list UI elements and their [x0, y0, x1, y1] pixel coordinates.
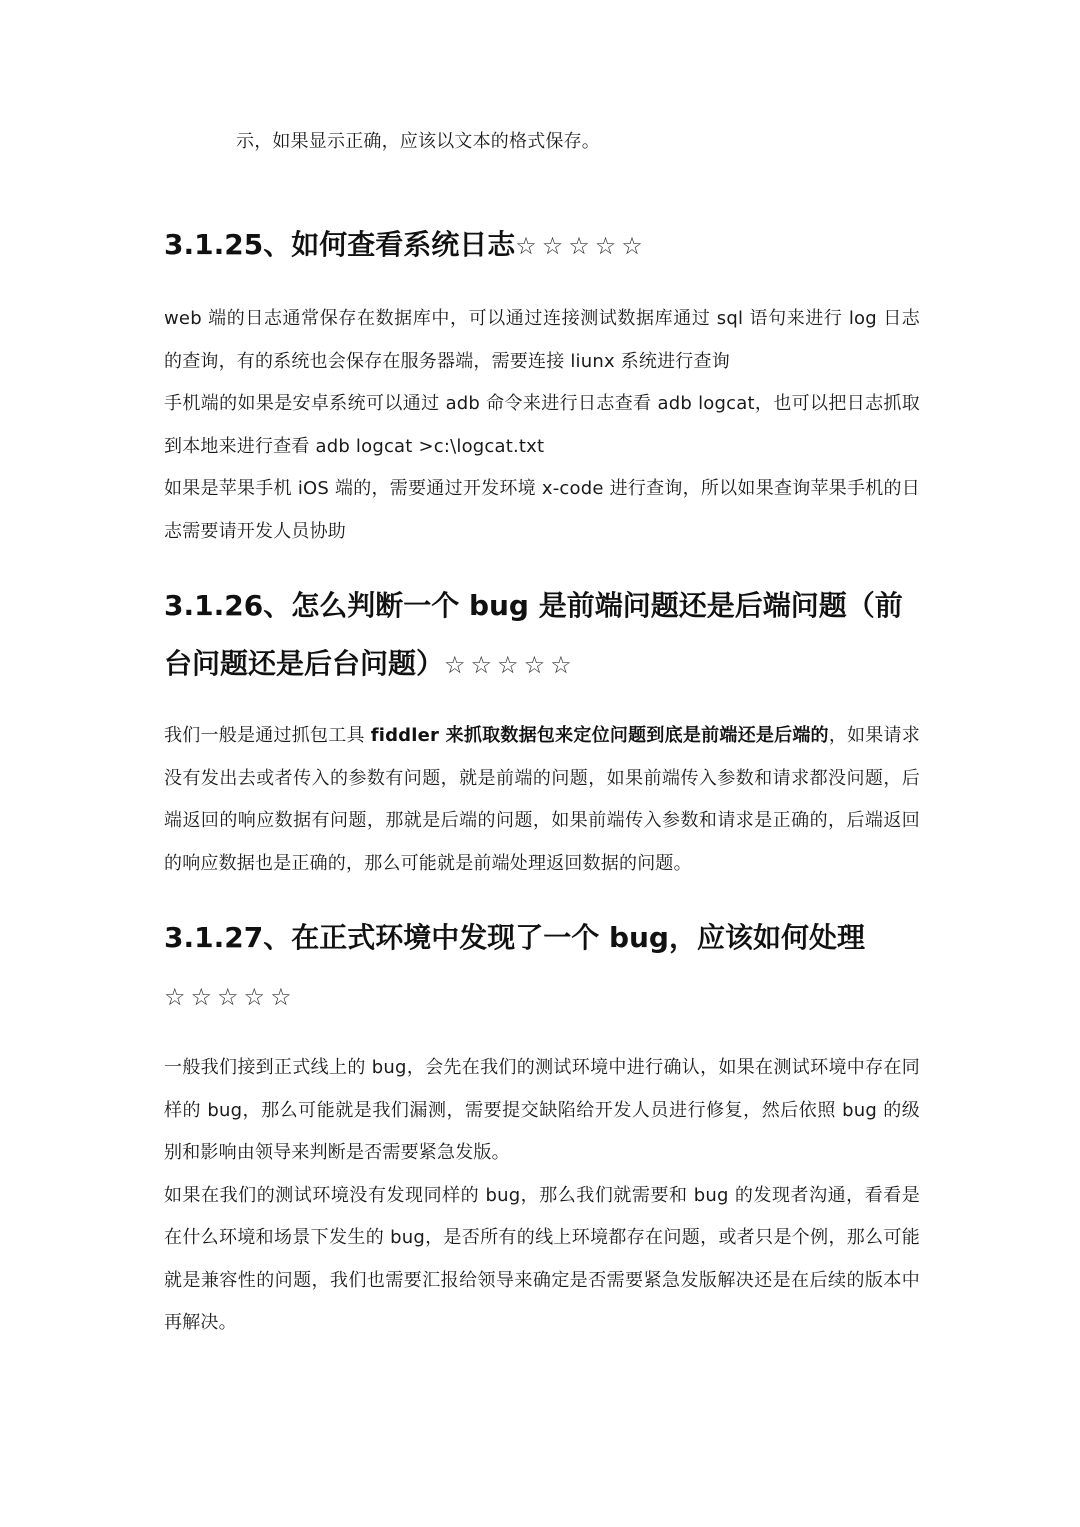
star-rating-icon: ☆☆☆☆☆	[164, 983, 297, 1011]
paragraph-intro: 我们一般是通过抓包工具	[164, 725, 371, 746]
paragraph: 手机端的如果是安卓系统可以通过 adb 命令来进行日志查看 adb logcat，也可以把日志抓取到本地来进行查看 adb logcat >c:\logcat.txt	[164, 393, 920, 457]
section-body-3-1-26	[164, 715, 920, 885]
paragraph-bold: fiddler 来抓取数据包来定位问题到底是前端还是后端的	[370, 725, 829, 746]
section-body-3-1-25	[164, 298, 920, 553]
star-rating-icon: ☆☆☆☆☆	[444, 651, 577, 679]
section-body-3-1-27	[164, 1047, 920, 1345]
paragraph: 如果在我们的测试环境没有发现同样的 bug，那么我们就需要和 bug 的发现者沟通，看看是在什么环境和场景下发生的 bug，是否所有的线上环境都存在问题，或者只是个例，那么可能就是兼容性的问题，我们也需要汇报给领导来确定是否需要紧急发版解决还是在后续的版本中再解决。	[164, 1184, 920, 1333]
paragraph-rest: ，如果请求没有发出去或者传入的参数有问题，就是前端的问题，如果前端传入参数和请求都没问题，后端返回的响应数据有问题，那就是后端的问题，如果前端传入参数和请求是正确的，后端返回的响应数据也是正确的，那么可能就是前端处理返回数据的问题。	[164, 725, 920, 874]
paragraph: 一般我们接到正式线上的 bug，会先在我们的测试环境中进行确认，如果在测试环境中存在同样的 bug，那么可能就是我们漏测，需要提交缺陷给开发人员进行修复，然后依照 bug 的级别和影响由领导来判断是否需要紧急发版。	[164, 1057, 920, 1163]
heading-title: 3.1.26、怎么判断一个 bug 是前端问题还是后端问题（前台问题还是后台问题）	[164, 589, 903, 680]
star-rating-icon: ☆☆☆☆☆	[515, 232, 648, 260]
paragraph: 如果是苹果手机 iOS 端的，需要通过开发环境 x-code 进行查询，所以如果查询苹果手机的日志需要请开发人员协助	[164, 478, 920, 542]
section-heading-3-1-25	[164, 216, 920, 275]
continuation-text: 示，如果显示正确，应该以文本的格式保存。	[236, 131, 600, 152]
section-heading-3-1-27	[164, 909, 920, 1026]
section-heading-3-1-26	[164, 577, 920, 694]
heading-title: 3.1.25、如何查看系统日志	[164, 228, 516, 261]
paragraph: web 端的日志通常保存在数据库中，可以通过连接测试数据库通过 sql 语句来进行 log 日志的查询，有的系统也会保存在服务器端，需要连接 liunx 系统进行查询	[164, 308, 920, 372]
heading-title: 3.1.27、在正式环境中发现了一个 bug，应该如何处理	[164, 921, 865, 954]
